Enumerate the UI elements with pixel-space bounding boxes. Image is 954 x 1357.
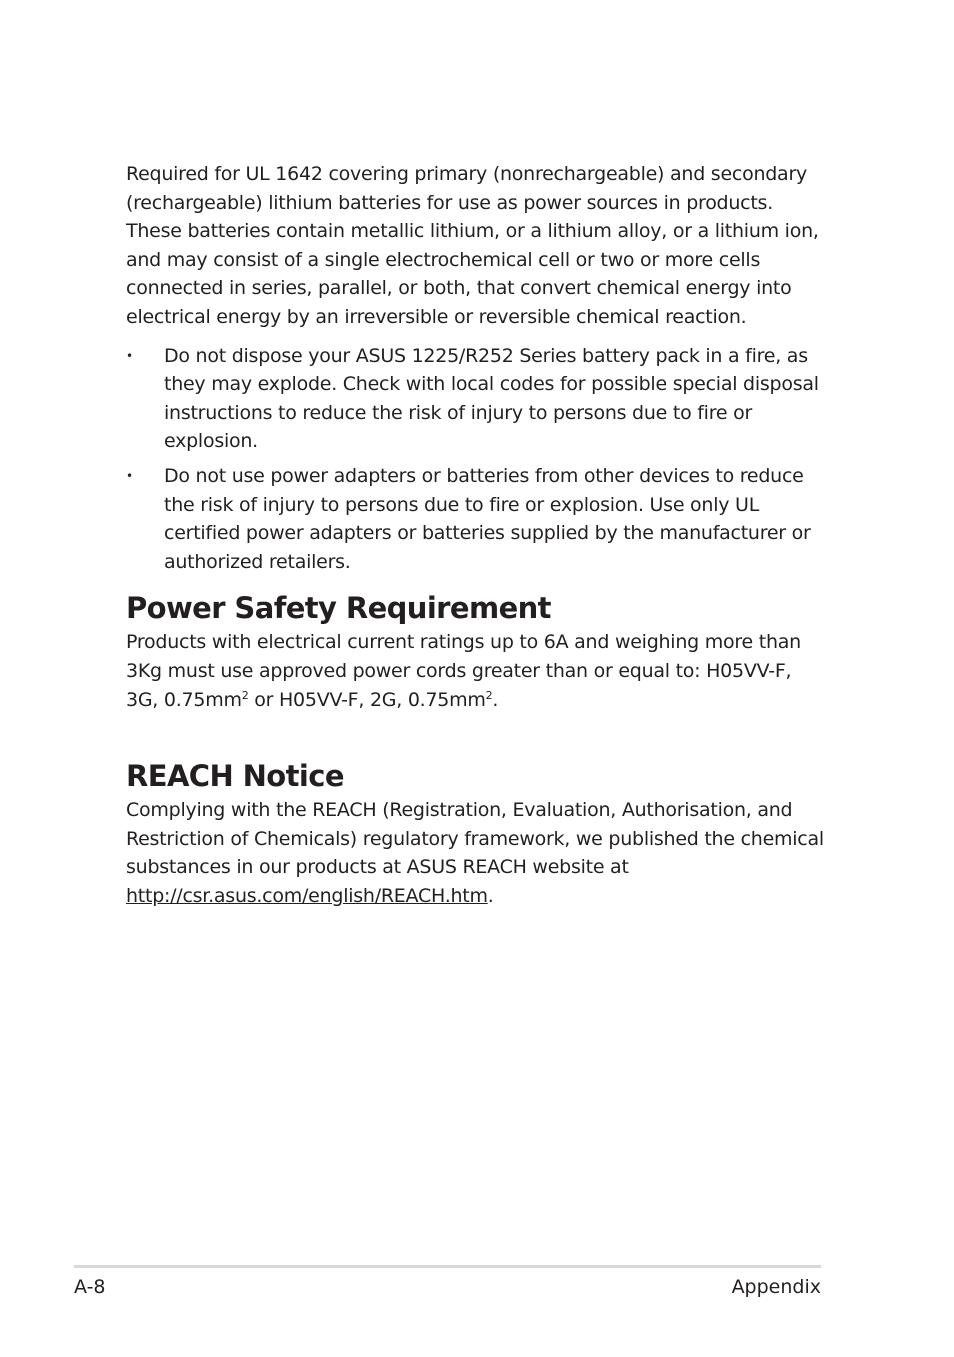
power-safety-paragraph	[126, 628, 826, 714]
bullet-marker: •	[126, 348, 133, 363]
superscript-squared: 2	[241, 688, 249, 702]
list-item	[126, 462, 826, 576]
page-content	[126, 160, 826, 910]
power-safety-text-1: Products with electrical current ratings up to 6A and weighing more than 3Kg must use approved power cords greater than or equal to: H05VV-F, 3G, 0.75mm	[126, 631, 801, 711]
reach-notice-text: Complying with the REACH (Registration, Evaluation, Authorisation, and Restriction of Chemicals) regulatory framework, we published the chemical substances in our products at ASUS REACH website at	[126, 799, 824, 879]
battery-warning-list	[126, 342, 826, 577]
reach-notice-paragraph	[126, 796, 826, 910]
bullet-marker: •	[126, 468, 133, 483]
list-item	[126, 342, 826, 456]
list-item-text: Do not dispose your ASUS 1225/R252 Series battery pack in a fire, as they may explode. Check with local codes for possible special disposal instructions to reduce the risk of injury to persons due to fire or explosion.	[164, 344, 819, 453]
footer-divider	[74, 1265, 821, 1268]
reach-website-link[interactable]: http://csr.asus.com/english/REACH.htm	[126, 884, 488, 907]
reach-notice-trailing: .	[487, 884, 494, 907]
page-number: A-8	[74, 1276, 106, 1298]
footer-section-label: Appendix	[731, 1276, 821, 1298]
power-safety-heading: Power Safety Requirement	[126, 591, 551, 626]
reach-notice-heading: REACH Notice	[126, 759, 344, 794]
list-item-text: Do not use power adapters or batteries from other devices to reduce the risk of injury to persons due to fire or explosion. Use only UL certified power adapters or batteries supplied by the manufacturer or authorized retailers.	[164, 464, 811, 573]
power-safety-text-2: or H05VV-F, 2G, 0.75mm	[248, 688, 486, 711]
power-safety-text-3: .	[492, 688, 499, 711]
superscript-squared: 2	[485, 688, 493, 702]
intro-paragraph: Required for UL 1642 covering primary (nonrechargeable) and secondary (rechargeable) lithium batteries for use as power sources in products. These batteries contain metallic lithium, or a lithium alloy, or a lithium ion, and may consist of a single electrochemical cell or two or more cells connected in series, parallel, or both, that convert chemical energy into electrical energy by an irreversible or reversible chemical reaction.	[126, 163, 819, 328]
